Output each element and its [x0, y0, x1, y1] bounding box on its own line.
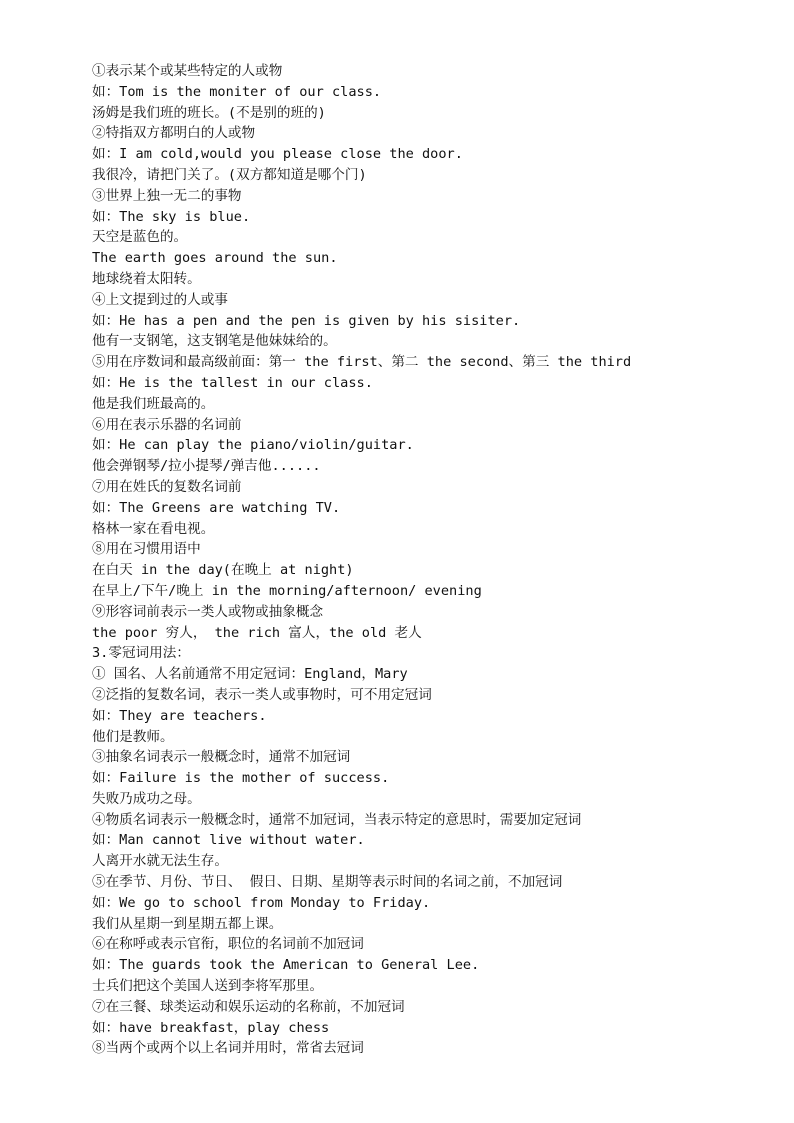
text-line: ②泛指的复数名词，表示一类人或事物时，可不用定冠词	[92, 686, 432, 703]
text-line: 天空是蓝色的。	[92, 229, 188, 246]
text-line: ③抽象名词表示一般概念时，通常不加冠词	[92, 749, 351, 766]
text-line: ⑦在三餐、球类运动和娱乐运动的名称前，不加冠词	[92, 998, 405, 1015]
text-line: 如：have breakfast，play chess	[92, 1019, 330, 1036]
section-heading: 3.零冠词用法：	[92, 645, 190, 662]
text-line: 如：I am cold,would you please close the door.	[92, 146, 463, 163]
text-line: 如：The Greens are watching TV.	[92, 499, 341, 516]
text-line: The earth goes around the sun.	[92, 250, 338, 267]
text-line: ⑧当两个或两个以上名词并用时，常省去冠词	[92, 1040, 364, 1057]
text-line: the poor 穷人， the rich 富人，the old 老人	[92, 624, 422, 641]
text-line: 格林一家在看电视。	[92, 520, 215, 537]
text-line: ⑤在季节、月份、节日、 假日、日期、星期等表示时间的名词之前，不加冠词	[92, 874, 563, 891]
text-line: 如：He is the tallest in our class.	[92, 374, 373, 391]
text-line: 汤姆是我们班的班长。(不是别的班的)	[92, 104, 326, 121]
text-line: ①表示某个或某些特定的人或物	[92, 63, 283, 79]
text-line: ⑥在称呼或表示官衔，职位的名词前不加冠词	[92, 936, 364, 953]
text-line: ⑧用在习惯用语中	[92, 541, 201, 558]
text-line: 如：The sky is blue.	[92, 208, 251, 225]
text-line: ⑦用在姓氏的复数名词前	[92, 478, 242, 495]
text-line: 我们从星期一到星期五都上课。	[92, 915, 283, 932]
document-body	[92, 61, 732, 1059]
text-line: 失败乃成功之母。	[92, 790, 201, 807]
text-line: 他会弹钢琴/拉小提琴/弹吉他......	[92, 458, 321, 475]
text-line: ②特指双方都明白的人或物	[92, 125, 256, 142]
text-line: 他有一支钢笔，这支钢笔是他妹妹给的。	[92, 333, 337, 350]
text-line: 如：We go to school from Monday to Friday.	[92, 894, 431, 911]
text-line: 如：Man cannot live without water.	[92, 832, 365, 849]
text-line: 如：Tom is the moniter of our class.	[92, 83, 382, 100]
text-line: ④上文提到过的人或事	[92, 291, 228, 308]
text-line: 士兵们把这个美国人送到李将军那里。	[92, 978, 324, 995]
text-line: ③世界上独一无二的事物	[92, 187, 242, 204]
text-line: ④物质名词表示一般概念时，通常不加冠词，当表示特定的意思时，需要加定冠词	[92, 811, 582, 828]
text-line: 人离开水就无法生存。	[92, 853, 228, 870]
text-line: 在白天 in the day(在晚上 at night)	[92, 562, 354, 579]
text-line: ⑨形容词前表示一类人或物或抽象概念	[92, 603, 324, 620]
text-line: 如：The guards took the American to General Lee.	[92, 957, 480, 974]
text-line: 地球绕着太阳转。	[92, 270, 201, 287]
text-line: 如：Failure is the mother of success.	[92, 770, 390, 787]
text-line: 我很冷，请把门关了。(双方都知道是哪个门)	[92, 166, 367, 183]
text-line: ① 国名、人名前通常不用定冠词：England，Mary	[92, 666, 408, 683]
text-line: 如：They are teachers.	[92, 707, 267, 724]
text-line: ⑥用在表示乐器的名词前	[92, 416, 242, 433]
text-line: 他们是教师。	[92, 728, 174, 745]
text-line: 他是我们班最高的。	[92, 395, 215, 412]
text-line: ⑤用在序数词和最高级前面：第一 the first、第二 the second、第三 the third	[92, 354, 632, 371]
text-line: 如：He has a pen and the pen is given by his sisiter.	[92, 312, 521, 329]
text-line: 在早上/下午/晚上 in the morning/afternoon/ evening	[92, 582, 482, 599]
text-line: 如：He can play the piano/violin/guitar.	[92, 437, 414, 454]
